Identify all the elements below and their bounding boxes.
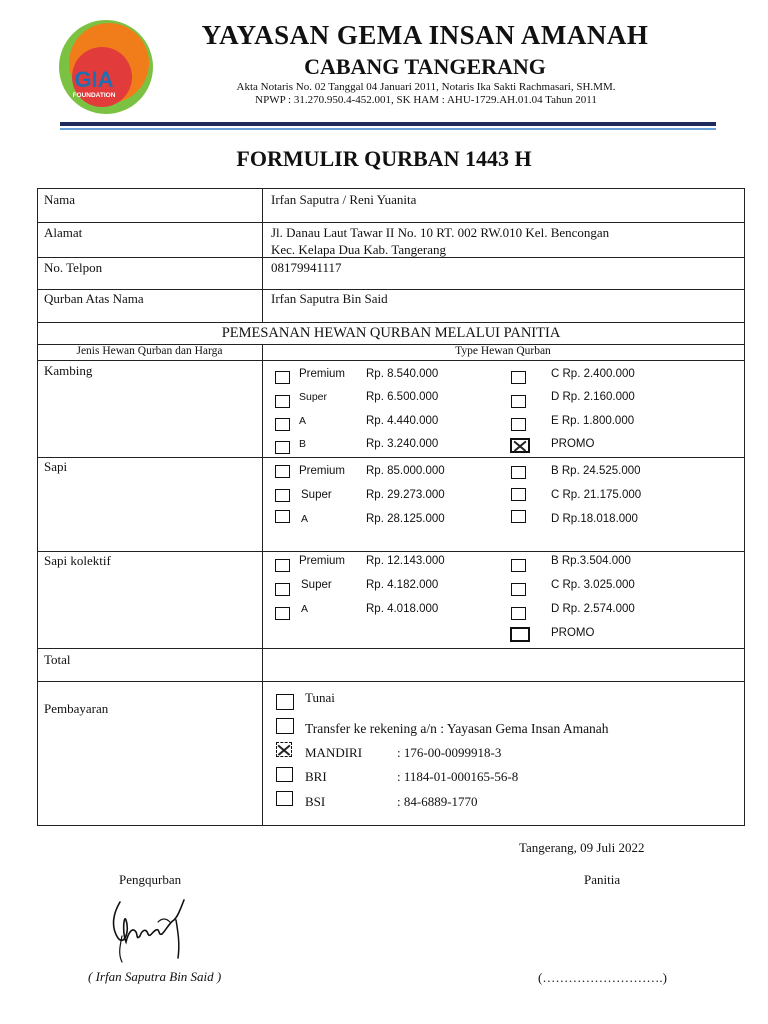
sapi-c-checkbox[interactable] [511, 488, 526, 501]
sapi-a-price: Rp. 28.125.000 [366, 513, 445, 525]
kambing-d-checkbox[interactable] [511, 395, 526, 408]
sapi-d-option: D Rp.18.018.000 [551, 513, 638, 525]
telpon-value[interactable]: 08179941117 [271, 260, 342, 275]
kambing-premium-price: Rp. 8.540.000 [366, 368, 439, 380]
pengqurban-label: Pengqurban [119, 872, 182, 887]
tunai-label: Tunai [305, 690, 335, 705]
kambing-d-option: D Rp. 2.160.000 [551, 391, 635, 403]
kambing-b-price: Rp. 3.240.000 [366, 438, 439, 450]
kambing-a-checkbox[interactable] [275, 418, 290, 431]
sapi-premium-price: Rp. 85.000.000 [366, 465, 445, 477]
kambing-a-price: Rp. 4.440.000 [366, 415, 439, 427]
kolektif-c-option: C Rp. 3.025.000 [551, 579, 635, 591]
sapi-c-option: C Rp. 21.175.000 [551, 489, 642, 501]
kolektif-b-option: B Rp.3.504.000 [551, 555, 631, 567]
kolektif-super-checkbox[interactable] [275, 583, 290, 596]
sapi-super-price: Rp. 29.273.000 [366, 489, 445, 501]
bri-account: : 1184-01-000165-56-8 [397, 769, 519, 784]
kambing-promo-checkbox[interactable] [510, 438, 530, 453]
bsi-label: BSI [305, 794, 326, 809]
mandiri-checkbox[interactable] [276, 742, 292, 757]
handwritten-signature [100, 892, 200, 968]
kambing-super-checkbox[interactable] [275, 395, 290, 408]
total-label: Total [44, 652, 71, 667]
kambing-b-checkbox[interactable] [275, 441, 290, 454]
header-rule-light [60, 128, 716, 130]
header-rule-dark [60, 122, 716, 126]
bri-checkbox[interactable] [276, 767, 293, 782]
telpon-label: No. Telpon [44, 260, 103, 275]
pembayaran-label: Pembayaran [44, 701, 109, 716]
kolektif-a-price: Rp. 4.018.000 [366, 603, 439, 615]
kambing-c-option: C Rp. 2.400.000 [551, 368, 635, 380]
atas-nama-value[interactable]: Irfan Saputra Bin Said [271, 291, 388, 306]
kambing-promo-option: PROMO [551, 438, 595, 450]
kolektif-a-checkbox[interactable] [275, 607, 290, 620]
kambing-a-label: A [299, 415, 307, 427]
bsi-account: : 84-6889-1770 [397, 794, 478, 809]
sapi-b-checkbox[interactable] [511, 466, 526, 479]
sapi-super-checkbox[interactable] [275, 489, 290, 502]
col-header-type: Type Hewan Qurban [455, 345, 551, 357]
tunai-checkbox[interactable] [276, 694, 294, 710]
kambing-e-checkbox[interactable] [511, 418, 526, 431]
kambing-premium-label: Premium [299, 368, 346, 380]
panitia-label: Panitia [584, 872, 621, 887]
atas-nama-label: Qurban Atas Nama [44, 291, 144, 306]
order-section-title: PEMESANAN HEWAN QURBAN MELALUI PANITIA [221, 325, 561, 341]
sapi-d-checkbox[interactable] [511, 510, 526, 523]
kambing-super-label: Super [299, 391, 328, 403]
form-title: FORMULIR QURBAN 1443 H [236, 146, 532, 171]
bri-label: BRI [305, 769, 327, 784]
sapi-super-label: Super [301, 489, 332, 501]
kolektif-premium-checkbox[interactable] [275, 559, 290, 572]
sapi-premium-label: Premium [299, 465, 346, 477]
kolektif-super-label: Super [301, 579, 332, 591]
kolektif-super-price: Rp. 4.182.000 [366, 579, 439, 591]
mandiri-label: MANDIRI [305, 745, 363, 760]
sapi-a-label: A [301, 513, 309, 525]
sapi-a-checkbox[interactable] [275, 510, 290, 523]
logo-subtext: FOUNDATION [72, 92, 116, 99]
kambing-b-label: B [299, 438, 307, 450]
logo-text: GIA [74, 67, 114, 92]
transfer-checkbox[interactable] [276, 718, 294, 734]
pengqurban-name: ( Irfan Saputra Bin Said ) [88, 969, 222, 984]
sapi-label: Sapi [44, 459, 68, 474]
kolektif-premium-label: Premium [299, 555, 346, 567]
kambing-premium-checkbox[interactable] [275, 371, 290, 384]
gia-foundation-logo [56, 19, 160, 115]
legal-line-2: NPWP : 31.270.950.4-452.001, SK HAM : AHU-1729.AH.01.04 Tahun 2011 [255, 94, 597, 106]
kambing-e-option: E Rp. 1.800.000 [551, 415, 635, 427]
alamat-value-line-1[interactable]: Jl. Danau Laut Tawar II No. 10 RT. 002 RW.010 Kel. Bencongan [271, 225, 610, 240]
kambing-label: Kambing [44, 363, 93, 378]
kolektif-a-label: A [301, 603, 309, 615]
kolektif-b-checkbox[interactable] [511, 559, 526, 572]
kolektif-promo-option: PROMO [551, 627, 595, 639]
alamat-value-line-2[interactable]: Kec. Kelapa Dua Kab. Tangerang [271, 242, 446, 257]
nama-value[interactable]: Irfan Saputra / Reni Yuanita [271, 192, 417, 207]
transfer-label: Transfer ke rekening a/n : Yayasan Gema Insan Amanah [305, 721, 609, 736]
nama-label: Nama [44, 192, 76, 207]
panitia-name-blank[interactable]: (……………………….) [538, 970, 667, 985]
bsi-checkbox[interactable] [276, 791, 293, 806]
kolektif-c-checkbox[interactable] [511, 583, 526, 596]
kolektif-d-checkbox[interactable] [511, 607, 526, 620]
legal-line-1: Akta Notaris No. 02 Tanggal 04 Januari 2011, Notaris Ika Sakti Rachmasari, SH.MM. [236, 81, 616, 93]
col-header-jenis: Jenis Hewan Qurban dan Harga [76, 345, 223, 357]
kolektif-premium-price: Rp. 12.143.000 [366, 555, 445, 567]
kolektif-promo-checkbox[interactable] [510, 627, 530, 642]
mandiri-account: : 176-00-0099918-3 [397, 745, 502, 760]
kambing-super-price: Rp. 6.500.000 [366, 391, 439, 403]
org-name: YAYASAN GEMA INSAN AMANAH [201, 20, 649, 50]
org-branch: CABANG TANGERANG [304, 54, 546, 79]
sapi-b-option: B Rp. 24.525.000 [551, 465, 641, 477]
kolektif-label: Sapi kolektif [44, 553, 111, 568]
alamat-label: Alamat [44, 225, 83, 240]
sapi-premium-checkbox[interactable] [275, 465, 290, 478]
kolektif-d-option: D Rp. 2.574.000 [551, 603, 635, 615]
place-date: Tangerang, 09 Juli 2022 [519, 840, 645, 855]
kambing-c-checkbox[interactable] [511, 371, 526, 384]
